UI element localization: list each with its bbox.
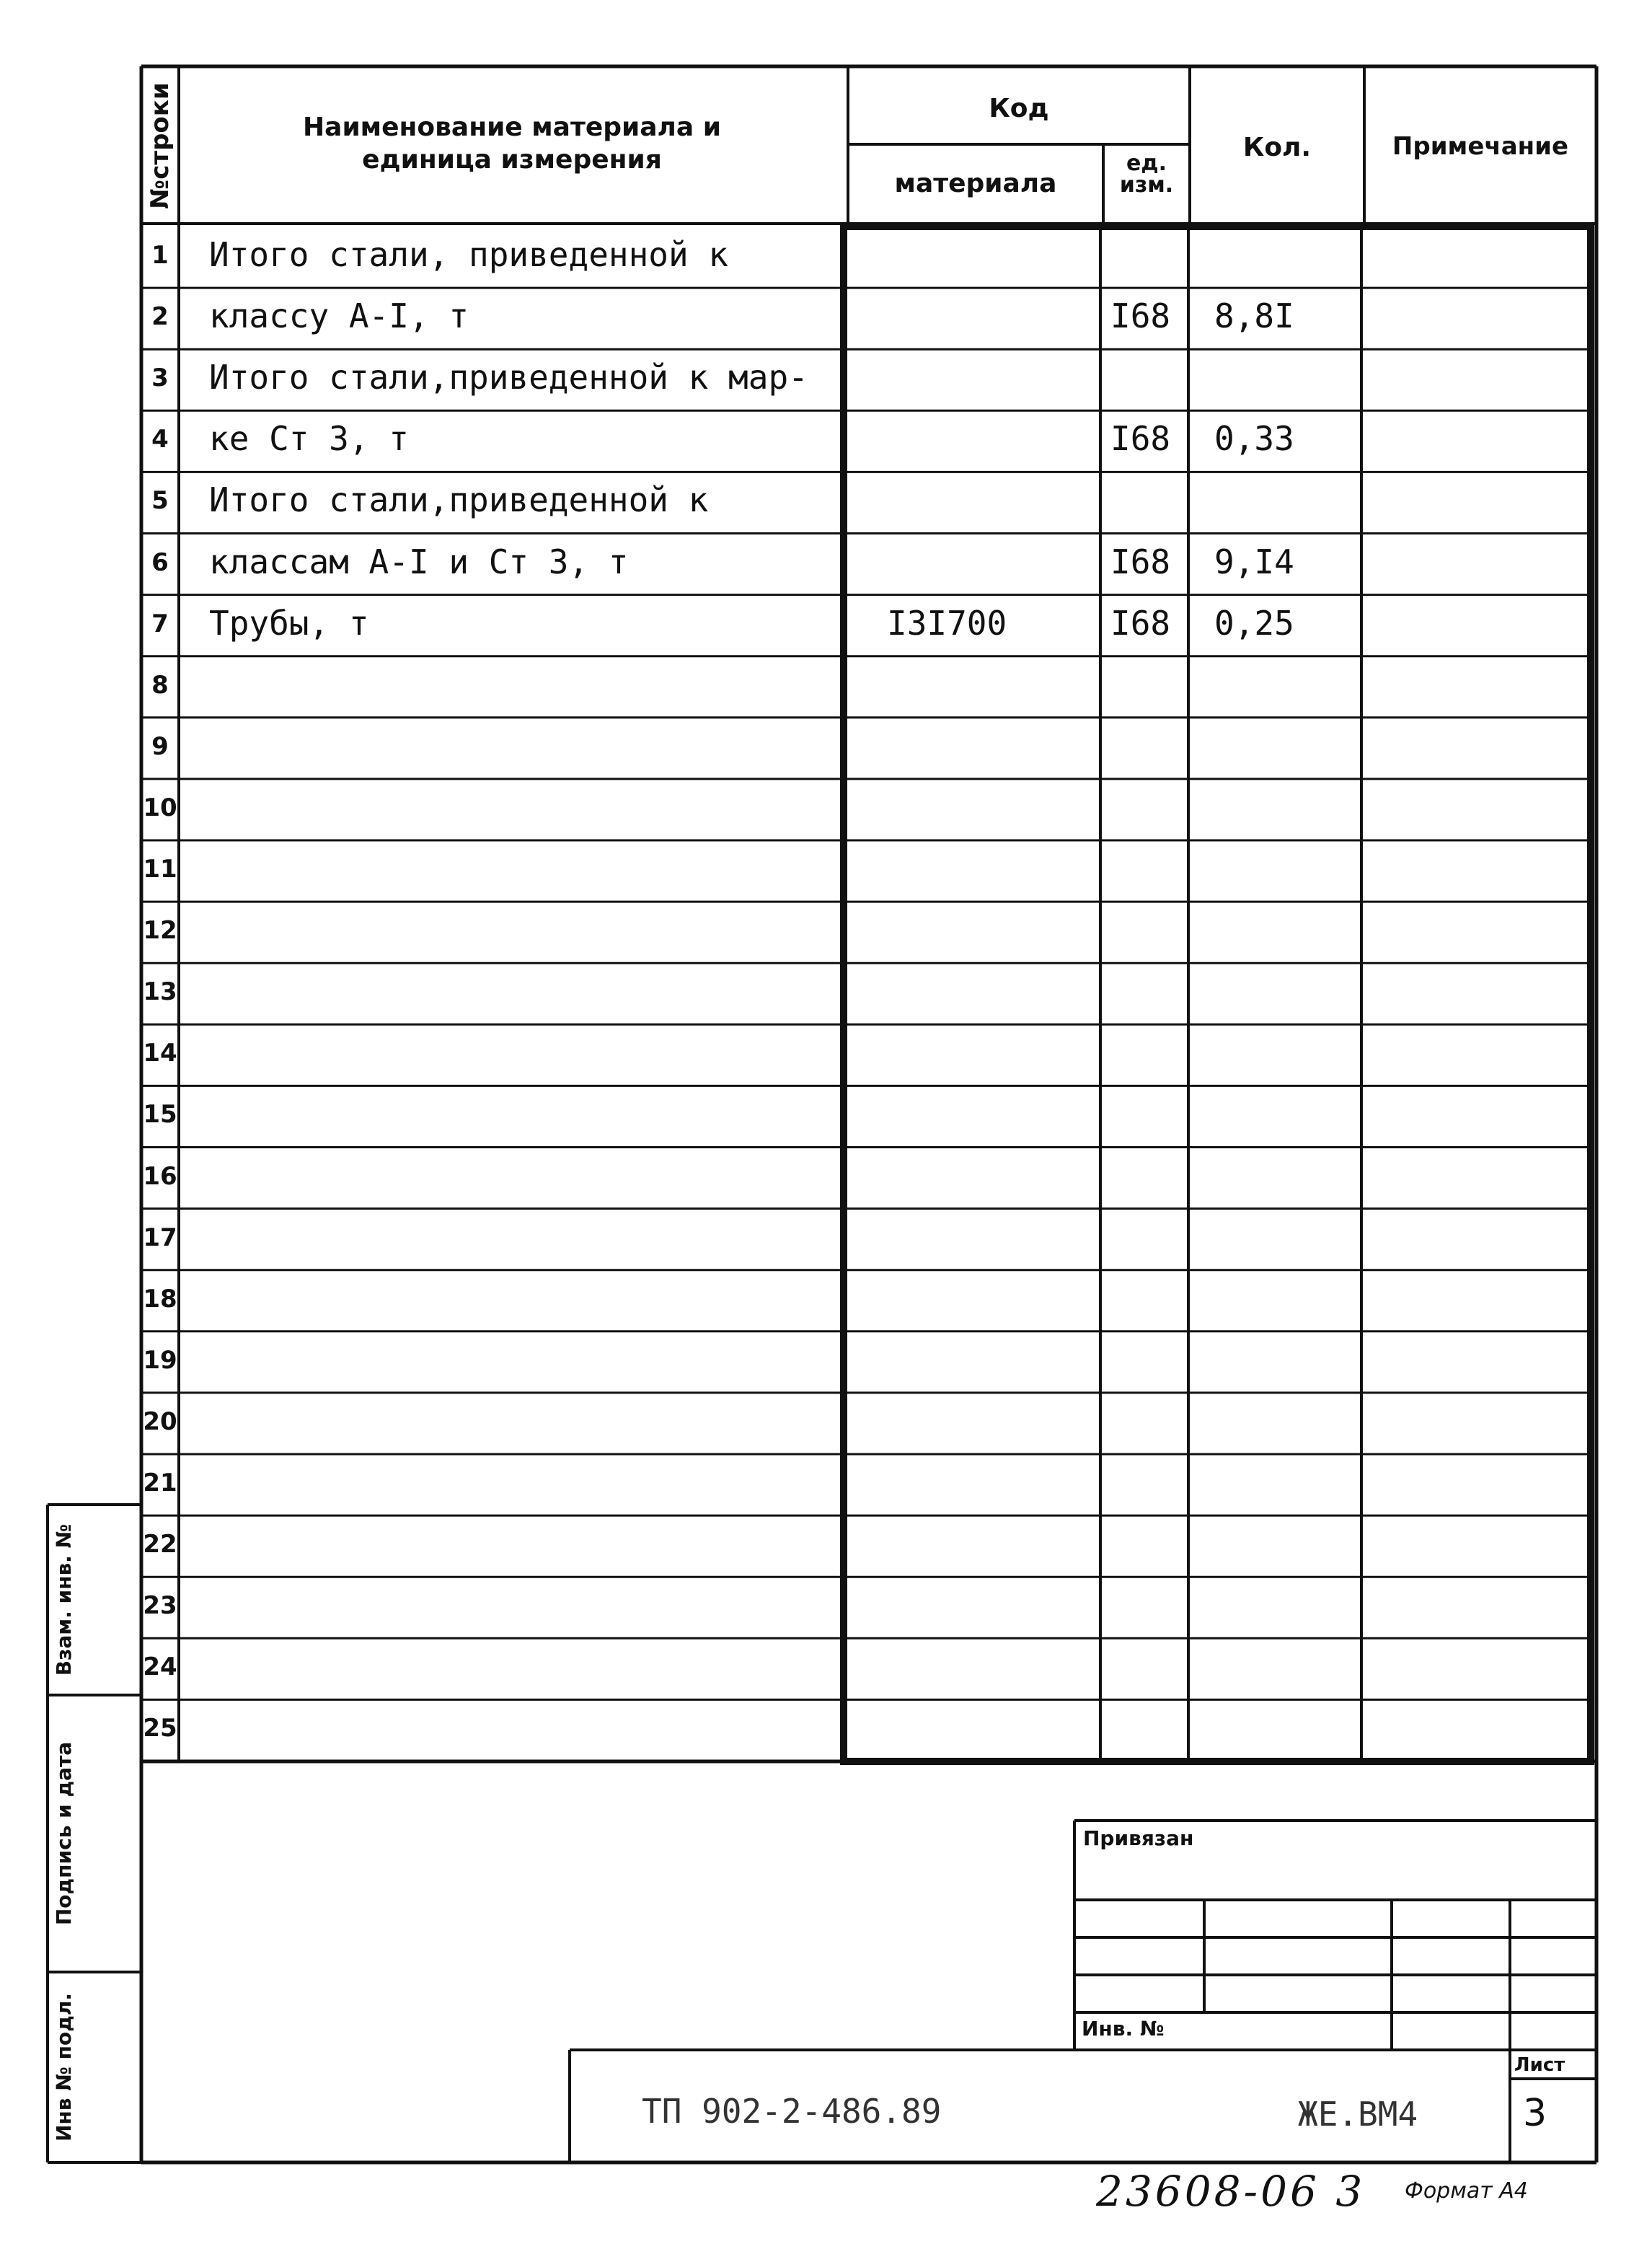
material-name-cell: Итого стали,приведенной к мар-	[209, 358, 808, 397]
material-code-cell: I3I700	[887, 603, 1007, 643]
row-number: 22	[143, 1530, 177, 1559]
material-name-cell: ке Ст 3, т	[209, 419, 409, 459]
sheet-number: 3	[1523, 2092, 1547, 2135]
document-suffix: ЖЕ.ВМ4	[1298, 2095, 1418, 2134]
row-number: 20	[143, 1407, 177, 1436]
row-number: 11	[143, 855, 177, 884]
row-number: 10	[143, 793, 177, 822]
material-name-cell: Итого стали,приведенной к	[209, 480, 709, 520]
row-number: 1	[151, 241, 169, 270]
sheet-label: Лист	[1514, 2054, 1565, 2076]
row-number: 18	[143, 1284, 177, 1313]
privyazan-label: Привязан	[1083, 1826, 1194, 1850]
handwritten-number: 23608-06 3	[1096, 2167, 1366, 2216]
unit-code-cell: I68	[1110, 296, 1171, 336]
code-group-header: Код	[989, 94, 1049, 123]
row-number: 24	[143, 1652, 177, 1682]
inv-number-label: Инв. №	[1082, 2017, 1165, 2041]
row-number: 25	[143, 1714, 177, 1743]
material-name-cell: Итого стали, приведенной к	[209, 235, 729, 274]
document-code: ТП 902-2-486.89	[642, 2092, 942, 2131]
vzam-inv-label: Взам. инв. №	[52, 1523, 76, 1676]
row-number: 9	[151, 731, 169, 761]
unit-code-cell: I68	[1110, 603, 1171, 643]
row-number: 5	[151, 486, 169, 516]
inv-podl-label: Инв № подл.	[52, 1992, 76, 2142]
row-number: 19	[143, 1345, 177, 1375]
code-unit-header: ед. изм.	[1119, 151, 1174, 198]
row-number: 7	[151, 609, 169, 638]
quantity-cell: 9,I4	[1214, 542, 1294, 581]
row-number: 3	[151, 364, 169, 393]
note-header: Примечание	[1392, 132, 1569, 161]
material-name-cell: классу А-I, т	[209, 296, 469, 336]
material-name-cell: классам А-I и Ст 3, т	[209, 542, 629, 581]
signature-date-label: Подпись и дата	[52, 1741, 76, 1926]
material-name-header: Наименование материала и единица измерения	[303, 113, 721, 175]
row-number: 14	[143, 1039, 177, 1068]
row-number: 16	[143, 1161, 177, 1191]
code-material-header: материала	[894, 169, 1057, 198]
row-number: 21	[143, 1469, 177, 1497]
row-number-header: №строки	[146, 82, 175, 209]
row-number: 2	[151, 302, 169, 332]
quantity-cell: 8,8I	[1214, 296, 1294, 336]
row-number: 6	[151, 547, 169, 577]
row-number: 23	[143, 1591, 177, 1621]
material-name-cell: Трубы, т	[209, 603, 369, 643]
unit-code-cell: I68	[1110, 542, 1171, 581]
row-number: 8	[151, 670, 169, 700]
row-number: 12	[143, 916, 177, 946]
unit-code-cell: I68	[1110, 419, 1171, 459]
quantity-cell: 0,25	[1214, 603, 1294, 643]
quantity-header: Кол.	[1242, 133, 1312, 162]
row-number: 15	[143, 1100, 177, 1130]
row-number: 13	[143, 977, 177, 1007]
quantity-cell: 0,33	[1214, 419, 1294, 459]
row-number: 17	[143, 1223, 177, 1252]
row-number: 4	[151, 425, 169, 454]
format-label: Формат А4	[1405, 2178, 1528, 2204]
